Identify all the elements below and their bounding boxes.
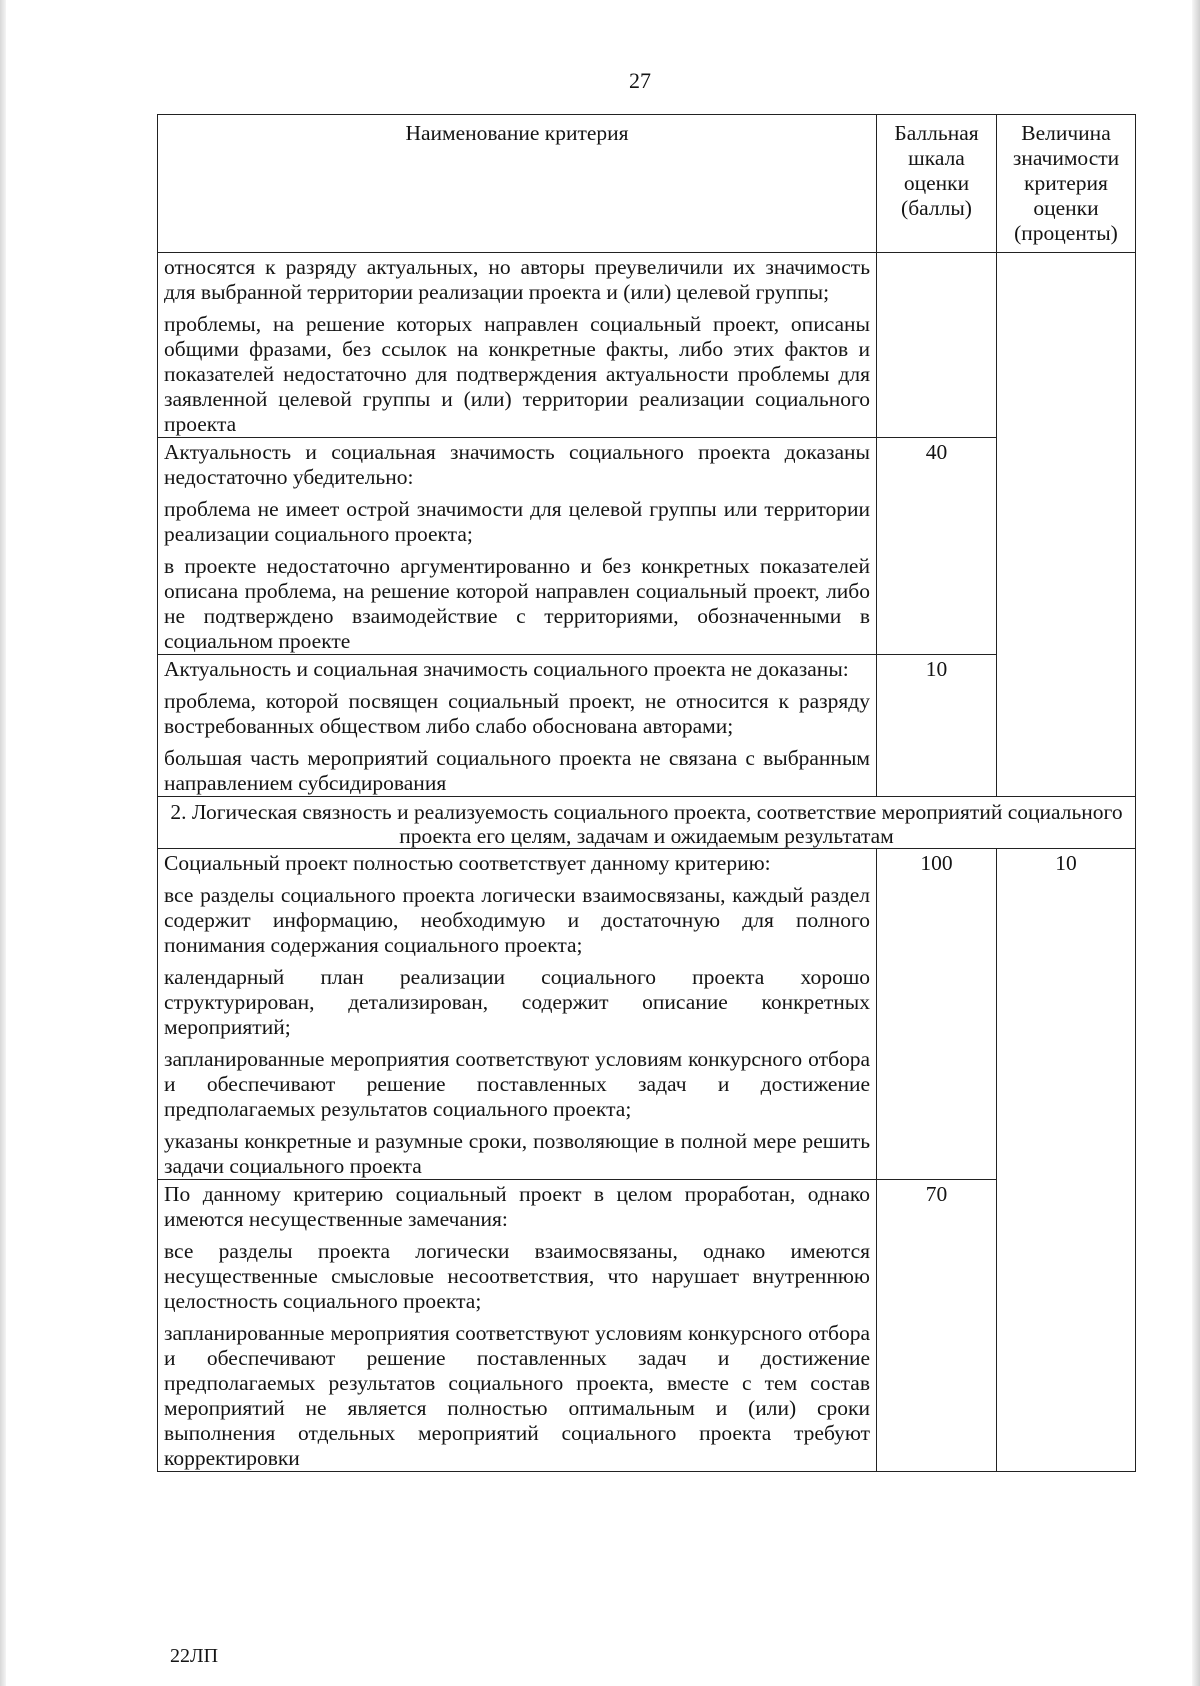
table-header-row xyxy=(158,115,1136,253)
criterion-paragraph: в проекте недостаточно аргументированно и без конкретных показателей описана проблема, на решение которой направлен социальный проект, либо не подтверждено взаимодействие с территориями, обозначенными в социальном проекте xyxy=(164,554,870,653)
score-cell xyxy=(877,253,997,438)
document-code: 22ЛП xyxy=(170,1645,219,1667)
criteria-table xyxy=(157,114,1136,1472)
section-2-heading: 2. Логическая связность и реализуемость социального проекта, соответствие мероприятий социального проекта его целям, задачам и ожидаемым результатам xyxy=(158,797,1136,849)
criterion-paragraph: относятся к разряду актуальных, но авторы преувеличили их значимость для выбранной территории реализации проекта и (или) целевой группы; xyxy=(164,255,870,304)
scan-left-edge xyxy=(0,0,6,1686)
criterion-cell xyxy=(158,253,877,438)
header-score-scale: Балльная шкала оценки (баллы) xyxy=(877,115,997,253)
criterion-paragraph: большая часть мероприятий социального проекта не связана с выбранным направлением субсидирования xyxy=(164,746,870,795)
criterion-cell xyxy=(158,655,877,797)
table-row xyxy=(158,438,1136,655)
criterion-paragraph: проблема не имеет острой значимости для целевой группы или территории реализации социального проекта; xyxy=(164,497,870,546)
scan-right-edge xyxy=(1192,0,1200,1686)
criterion-cell xyxy=(158,438,877,655)
criterion-cell xyxy=(158,849,877,1180)
section-heading-row xyxy=(158,797,1136,849)
weight-cell xyxy=(997,253,1136,797)
table-row xyxy=(158,1180,1136,1472)
score-cell: 10 xyxy=(877,655,997,797)
criterion-paragraph: все разделы социального проекта логически взаимосвязаны, каждый раздел содержит информацию, необходимую и достаточную для полного понимания содержания социального проекта; xyxy=(164,883,870,957)
weight-cell: 10 xyxy=(997,849,1136,1472)
page-number: 27 xyxy=(629,68,651,93)
table-row xyxy=(158,849,1136,1180)
criterion-paragraph: Актуальность и социальная значимость социального проекта доказаны недостаточно убедительно: xyxy=(164,440,870,489)
score-cell: 100 xyxy=(877,849,997,1180)
table-row xyxy=(158,655,1136,797)
criterion-paragraph: указаны конкретные и разумные сроки, позволяющие в полной мере решить задачи социального проекта xyxy=(164,1129,870,1178)
header-criterion-name: Наименование критерия xyxy=(158,115,877,253)
header-weight: Величина значимости критерия оценки (проценты) xyxy=(997,115,1136,253)
table-row xyxy=(158,253,1136,438)
score-cell: 40 xyxy=(877,438,997,655)
criterion-paragraph: запланированные мероприятия соответствуют условиям конкурсного отбора и обеспечивают решение поставленных задач и достижение предполагаемых результатов социального проекта, вместе с тем состав мероприятий не является полностью оптимальным и (или) сроки выполнения отдельных мероприятий социального проекта требуют корректировки xyxy=(164,1321,870,1470)
criterion-paragraph: проблемы, на решение которых направлен социальный проект, описаны общими фразами, без ссылок на конкретные факты, либо этих фактов и показателей недостаточно для подтверждения актуальности проблемы для заявленной целевой группы и (или) территории реализации социального проекта xyxy=(164,312,870,436)
criterion-paragraph: По данному критерию социальный проект в целом проработан, однако имеются несущественные замечания: xyxy=(164,1182,870,1231)
criterion-paragraph: проблема, которой посвящен социальный проект, не относится к разряду востребованных обществом либо слабо обоснована авторами; xyxy=(164,689,870,738)
criterion-paragraph: запланированные мероприятия соответствуют условиям конкурсного отбора и обеспечивают решение поставленных задач и достижение предполагаемых результатов социального проекта; xyxy=(164,1047,870,1121)
score-cell: 70 xyxy=(877,1180,997,1472)
criterion-paragraph: Социальный проект полностью соответствует данному критерию: xyxy=(164,851,771,875)
criterion-paragraph: календарный план реализации социального проекта хорошо структурирован, детализирован, содержит описание конкретных мероприятий; xyxy=(164,965,870,1039)
criterion-paragraph: Актуальность и социальная значимость социального проекта не доказаны: xyxy=(164,657,849,681)
criterion-paragraph: все разделы проекта логически взаимосвязаны, однако имеются несущественные смысловые несоответствия, что нарушает внутреннюю целостность социального проекта; xyxy=(164,1239,870,1313)
criterion-cell xyxy=(158,1180,877,1472)
